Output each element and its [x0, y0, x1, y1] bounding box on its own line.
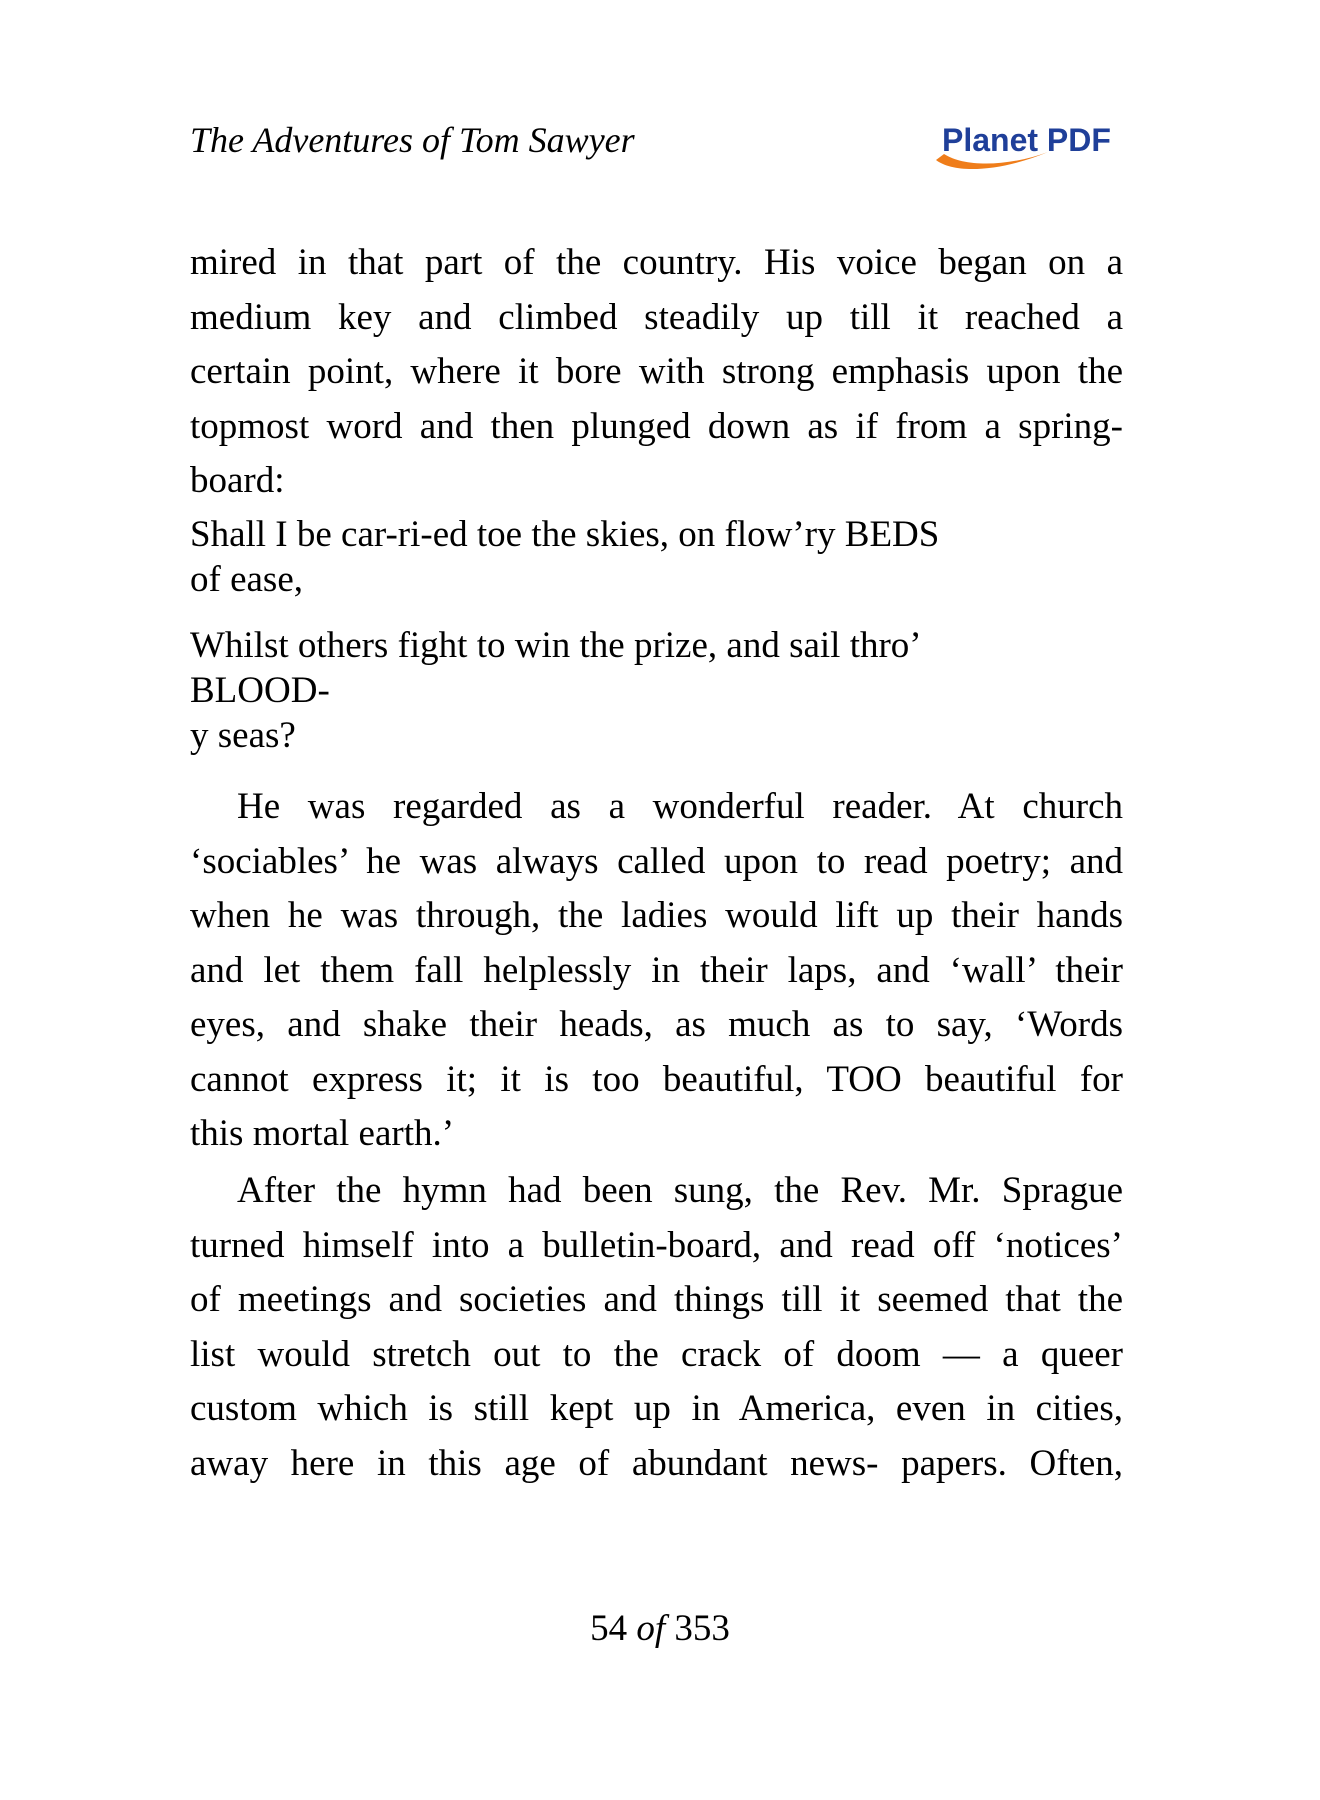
text-line: custom which is still kept up in America, even in cities, — [190, 1388, 1123, 1429]
verse-line: Shall I be car-ri-ed toe the skies, on flow’ry BEDS — [190, 514, 940, 555]
verse-line: Whilst others fight to win the prize, and sail thro’ — [190, 625, 922, 666]
planet-pdf-logo — [930, 112, 1130, 172]
text-line: After the hymn had been sung, the Rev. Mr. Sprague — [237, 1170, 1123, 1211]
text-line: board: — [190, 460, 285, 501]
text-line: topmost word and then plunged down as if from a spring- — [190, 405, 1123, 447]
paragraph-3 — [190, 1164, 1123, 1491]
page-number — [0, 1607, 1320, 1651]
paragraph-2 — [190, 780, 1123, 1162]
text-line: away here in this age of abundant news- papers. Often, — [190, 1442, 1123, 1484]
text-line: certain point, where it bore with strong emphasis upon the — [190, 351, 1123, 392]
verse-line: of ease, — [190, 559, 303, 600]
text-line: cannot express it; it is too beautiful, TOO beautiful for — [190, 1058, 1123, 1100]
text-line: when he was through, the ladies would lift up their hands — [190, 895, 1123, 936]
text-line: mired in that part of the country. His voice began on a — [190, 242, 1123, 283]
verse-line: BLOOD- — [190, 670, 330, 711]
logo-text: Planet PDF — [942, 122, 1111, 158]
paragraph-1 — [190, 236, 1123, 509]
current-page: 54 — [590, 1608, 628, 1649]
text-line: medium key and climbed steadily up till it reached a — [190, 296, 1123, 338]
verse-line: y seas? — [190, 715, 296, 756]
text-line: ‘sociables’ he was always called upon to read poetry; and — [190, 840, 1123, 882]
book-title: The Adventures of Tom Sawyer — [190, 120, 635, 160]
page-of-word: of — [636, 1608, 666, 1649]
text-line: this mortal earth.’ — [190, 1113, 455, 1154]
text-line: and let them fall helplessly in their laps, and ‘wall’ their — [190, 949, 1123, 991]
text-line: eyes, and shake their heads, as much as to say, ‘Words — [190, 1004, 1123, 1045]
text-line: list would stretch out to the crack of doom — a queer — [190, 1333, 1123, 1375]
text-line: turned himself into a bulletin-board, and read off ‘notices’ — [190, 1224, 1123, 1266]
total-pages: 353 — [674, 1608, 730, 1649]
verse-stanza-1 — [190, 512, 1123, 602]
verse-stanza-2 — [190, 623, 1123, 758]
text-line: of meetings and societies and things till it seemed that the — [190, 1279, 1123, 1320]
text-line: He was regarded as a wonderful reader. At church — [237, 786, 1123, 827]
